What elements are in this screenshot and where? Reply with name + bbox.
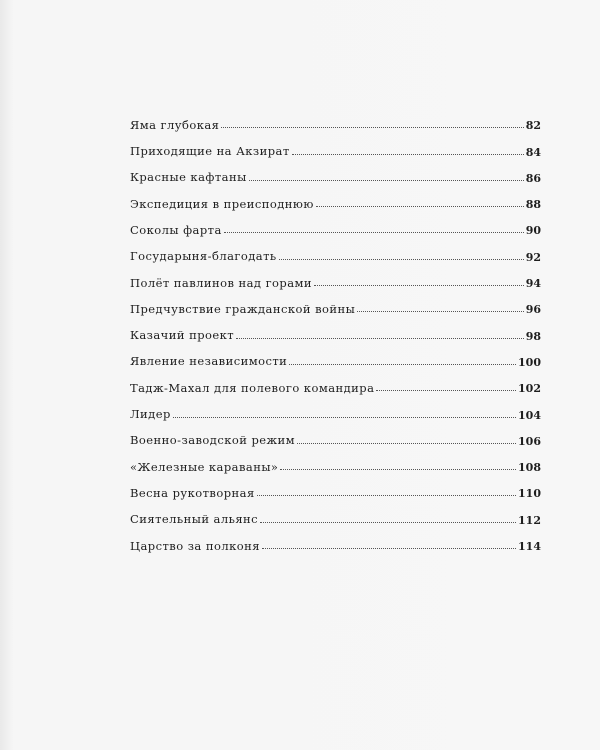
- toc-entry-page-number: 88: [525, 198, 541, 212]
- toc-entry-page-number: 106: [518, 434, 541, 448]
- toc-entry: [130, 213, 541, 239]
- toc-entry-page-number: 84: [525, 145, 541, 159]
- toc-entry-title: Лидер: [130, 407, 171, 422]
- toc-dot-leader: [292, 154, 524, 155]
- toc-entry-page-number: 102: [518, 382, 541, 396]
- toc-entry-page-number: 82: [525, 119, 541, 133]
- toc-entry-page-number: 86: [525, 171, 541, 185]
- toc-entry-page-number: 108: [518, 461, 541, 475]
- toc-entry-title: Тадж-Махал для полевого командира: [130, 380, 375, 395]
- toc-entry-page-number: 112: [518, 513, 541, 527]
- toc-entry: [130, 292, 541, 318]
- toc-entry: [130, 529, 541, 555]
- toc-dot-leader: [260, 522, 516, 523]
- toc-entry-title: Яма глубокая: [130, 117, 220, 132]
- toc-entry-title: Государыня-благодать: [130, 249, 277, 264]
- toc-entry-title: Царство за полконя: [130, 538, 260, 553]
- toc-entry-title: Полёт павлинов над горами: [130, 275, 313, 290]
- toc-entry-title: Казачий проект: [130, 328, 235, 343]
- toc-entry: [130, 108, 541, 134]
- toc-entry-title: Красные кафтаны: [130, 170, 247, 185]
- toc-entry-title: Экспедиция в преисподнюю: [130, 196, 314, 211]
- toc-entry: [130, 450, 541, 476]
- toc-dot-leader: [224, 232, 524, 233]
- toc-entry: [130, 266, 541, 292]
- toc-entry-title: «Железные караваны»: [130, 459, 279, 474]
- toc-entry-page-number: 96: [525, 303, 541, 317]
- toc-dot-leader: [376, 390, 516, 391]
- toc-entry: [130, 371, 541, 397]
- toc-entry: [130, 424, 541, 450]
- toc-entry-page-number: 104: [518, 408, 541, 422]
- toc-dot-leader: [262, 548, 516, 549]
- toc-entry-title: Сиятельный альянс: [130, 512, 259, 527]
- toc-dot-leader: [173, 417, 516, 418]
- toc-entry-page-number: 114: [518, 540, 541, 554]
- toc-dot-leader: [316, 206, 524, 207]
- toc-entry: [130, 239, 541, 265]
- toc-entry-page-number: 100: [518, 355, 541, 369]
- toc-entry-title: Явление независимости: [130, 354, 288, 369]
- toc-entry-title: Весна рукотворная: [130, 485, 255, 500]
- toc-entry: [130, 134, 541, 160]
- toc-dot-leader: [297, 443, 516, 444]
- toc-entry-page-number: 98: [525, 329, 541, 343]
- toc-entry: [130, 476, 541, 502]
- toc-dot-leader: [221, 127, 523, 128]
- toc-entry-page-number: 92: [525, 250, 541, 264]
- toc-entry-title: Приходящие на Акзират: [130, 144, 290, 159]
- toc-dot-leader: [249, 180, 524, 181]
- toc-entry-page-number: 90: [525, 224, 541, 238]
- toc-dot-leader: [357, 311, 523, 312]
- toc-dot-leader: [236, 338, 524, 339]
- toc-entry: [130, 502, 541, 528]
- toc-entry: [130, 345, 541, 371]
- toc-entry: [130, 161, 541, 187]
- toc-entry-title: Соколы фарта: [130, 222, 222, 237]
- toc-entry-page-number: 110: [518, 487, 541, 501]
- toc-entry-page-number: 94: [525, 277, 541, 291]
- table-of-contents: [130, 108, 541, 555]
- toc-dot-leader: [257, 495, 516, 496]
- toc-dot-leader: [314, 285, 524, 286]
- toc-entry-title: Военно-заводской режим: [130, 433, 296, 448]
- toc-entry: [130, 318, 541, 344]
- toc-dot-leader: [289, 364, 516, 365]
- toc-entry-title: Предчувствие гражданской войны: [130, 301, 356, 316]
- toc-dot-leader: [280, 469, 516, 470]
- toc-entry: [130, 397, 541, 423]
- toc-entry: [130, 187, 541, 213]
- toc-dot-leader: [279, 259, 524, 260]
